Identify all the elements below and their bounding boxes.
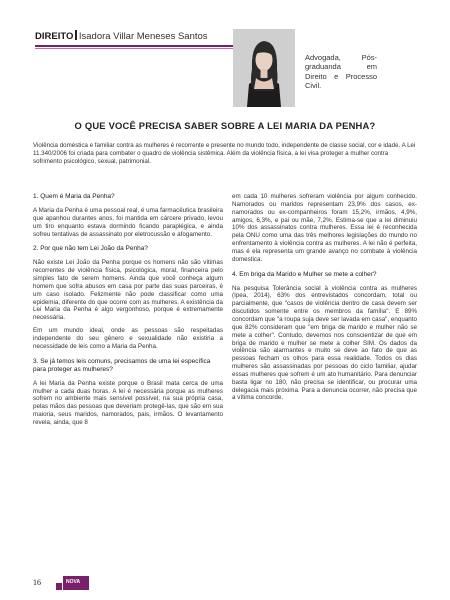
question-heading-4: 4. Em briga da Marido e Mulher se mete a colher? <box>232 270 377 278</box>
page-number: 16 <box>33 578 41 587</box>
section-label: DIREITO <box>35 31 74 42</box>
answer-paragraph-2: Não existe Lei João da Penha porque os homens não são vítimas recorrentes de violência física, psicológica, moral, financeira pelo simples fato de serem homens. Ainda que você conheça algum homem que sofra abusos em casa por parte das suas parceiras, é um caso isolado. Felizmente não pode classificar como uma epidemia, diferente do que ocorre com as mulheres. A existência da Lei Maria da Penha é algo vergonhoso, porque é extremamente necessária. <box>33 259 223 322</box>
header-rule <box>35 45 243 47</box>
answer-paragraph-4: A lei Maria da Penha existe porque o Brasil mata cerca de uma mulher a cada duas horas. A lei é necessária porque as mulheres sofrem no ambiente mais sensível possível, na sua própria casa, pelas mãos das pessoas que deveriam protegê-las, que são em sua maioria, seus maridos, namorados, pais, irmãos. O levantamento revela, ainda, que 8 <box>33 379 223 426</box>
question-heading-1: 1. Quem é Maria da Penha? <box>33 193 115 200</box>
header-separator <box>75 30 77 40</box>
author-bio: Advogada, Pós-graduanda em Direito e Processo Civil. <box>305 53 377 91</box>
footer-accent-bar <box>56 583 62 590</box>
author-name: Isadora Villar Meneses Santos <box>78 31 208 42</box>
author-photo <box>233 29 295 107</box>
article-title: O QUE VOCÊ PRECISA SABER SOBRE A LEI MARIA DA PENHA? <box>74 120 376 131</box>
left-column <box>33 193 223 432</box>
magazine-logo-text: NOVA <box>66 579 81 585</box>
header-rule-thin <box>35 48 243 49</box>
question-heading-2: 2. Por que não tem Lei João da Penha? <box>33 245 148 253</box>
header-text <box>35 30 245 43</box>
answer-paragraph-5: em cada 10 mulheres sofreram violência por algum conhecido. Namorados ou maridos representam 23,9% dos casos, ex-namorados ou ex-companheiros foram 15,2%, irmãos, 4,9%, amigos, 6,3%, e pai ou mãe, 7,2%. Estima-se que a lei diminuiu 10% dos assassinatos contra mulheres. Essa lei é reconhecida pela ONU como uma das três melhores legislações do mundo no enfrentamento à violência contra as mulheres. A lei não é perfeita, mas é ela representa um grande avanço no combate à violência domestica. <box>232 193 417 263</box>
answer-paragraph-1: A Maria da Penha é uma pessoal real, é uma farmacêutica brasileira que apanhou durantes anos, foi mantida em cárcere privado, levou um tiro enquanto estava dormindo ficando paraplégica, e ainda sofreu tentativas de assassinato por eletrocussão e afogamento. <box>33 207 223 238</box>
article-intro: Violência doméstica e familiar contra as mulheres é recorrente e presente no mundo todo, independente de classe social, cor e idade. A Lei 11.340/2006 foi criada para combater o quadro de violência sistêmica. Além da violência física, a lei visa proteger a mulher contra sofrimento psicológico, sexual, patrimonial. <box>33 142 416 165</box>
question-heading-3: 3. Se já temos leis comuns, precisamos de uma lei específica para proteger as mulheres? <box>33 357 211 373</box>
answer-paragraph-6: Na pesquisa Tolerância social à violência contra as mulheres (Ipea, 2014), 63% dos entrevistados concordam, total ou parcialmente, que "casos de violência dentro de casa devem ser discutidos somente entre os membros da família". E 89% concordam que "a roupa suja deve ser lavada em casa", enquanto que 82% consideram que "em briga de marido e mulher não se mete a colher". Contudo, devemos nos conscientizar de que em briga de marido e mulher se mete a colher SIM. Os dados da violência são alarmantes e muito se deve ao fato de que as pessoas fecham os olhos para essa realidade. Todos os dias mulheres são assassinadas por pessoas do ciclo familiar, ajudar essas mulheres que sofrem é um ato humanitário. Para denunciar basta ligar no 180, não precisa se identificar, ou procurar uma delegacia mais próxima. Para a denuncia ocorrer, não precisa que a vítima concorde. <box>232 284 417 402</box>
right-column <box>232 193 417 407</box>
article-header <box>35 30 245 49</box>
answer-paragraph-3: Em um mundo ideal, onde as pessoas são respeitadas independente do seu gênero e sexualidade não existiria a necessidade de leis como a Maria da Penha. <box>33 327 223 350</box>
